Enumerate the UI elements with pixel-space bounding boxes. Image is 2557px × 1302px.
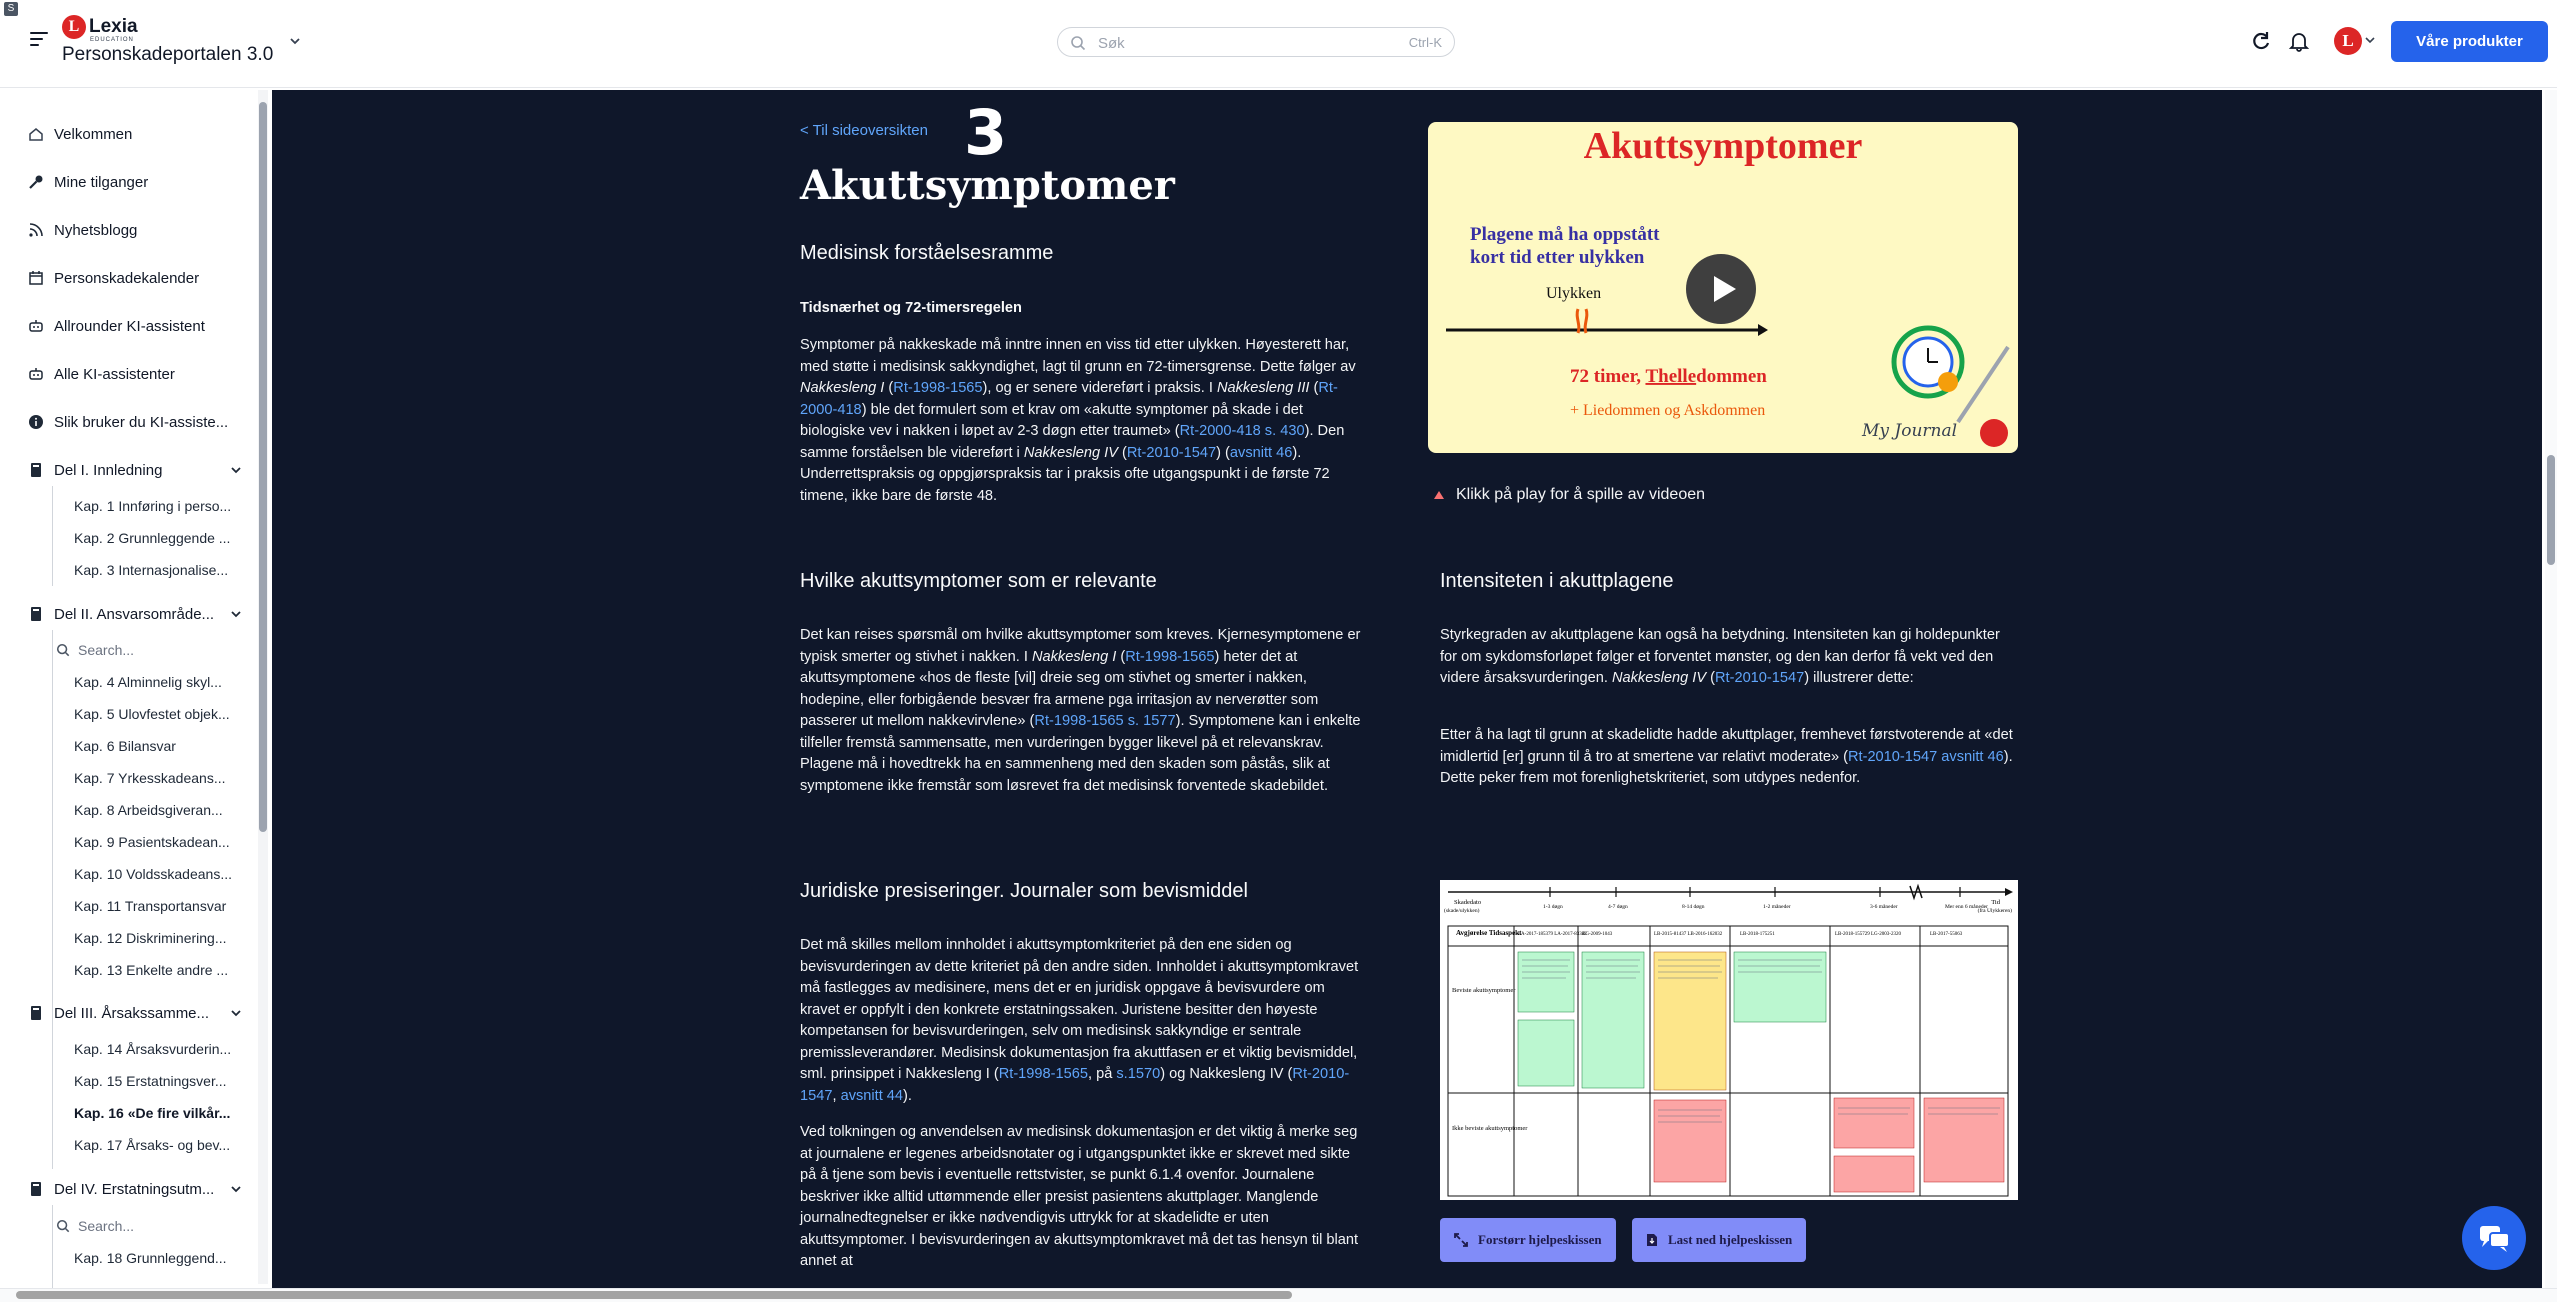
journal-label: My Journal xyxy=(1862,421,1958,441)
paragraph: Symptomer på nakkeskade må inntre innen en viss tid etter ulykken. Høyesterett har, med støtte i medisinsk sakkyndighet, lagt til grunn en 72-timersgrense. Dette følger av Nakkesleng I (Rt-1998-1565), og er senere videreført i praksis. I Nakkesleng III (Rt-2000-418) ble det formulert som et krav om «akutte symptomer på skade i det biologiske vev i nakken i løpet av 2-3 døgn etter traumet» (Rt-2000-418 s. 430). Den samme forståelsen ble videreført i Nakkesleng IV (Rt-2010-1547) (avsnitt 46). Underrettspraksis og oppgjørspraksis tar i praksis ofte utgangspunkt i de første 72 timene, ikke bare de første 48. xyxy=(800,337,1356,504)
svg-text:LB-2018-175251: LB-2018-175251 xyxy=(1740,932,1775,937)
chapter-number: 3 xyxy=(964,96,1008,169)
svg-text:Avgjørelse Tidsaspekt: Avgjørelse Tidsaspekt xyxy=(1456,929,1522,937)
sidebar-subitem[interactable]: Kap. 7 Yrkesskadeans... xyxy=(74,770,226,786)
search-shortcut: Ctrl-K xyxy=(1408,35,1442,50)
robot-icon xyxy=(28,366,44,382)
logo-text: Lexia xyxy=(89,16,138,37)
case-link[interactable]: Rt-1998-1565 xyxy=(893,380,983,396)
case-link[interactable]: Rt-2000-418 s. 430 xyxy=(1179,423,1305,439)
download-sketch-button[interactable] xyxy=(1632,1218,1806,1262)
svg-text:3-6 måneder: 3-6 måneder xyxy=(1870,904,1898,910)
section-heading: Medisinsk forståelsesramme xyxy=(800,242,1054,264)
sidebar-item-label: Allrounder KI-assistent xyxy=(54,317,205,335)
sidebar-item-mine-tilganger[interactable] xyxy=(28,169,243,195)
sidebar-item-label: Nyhetsblogg xyxy=(54,221,138,239)
refresh-icon[interactable] xyxy=(2250,30,2272,52)
svg-text:(skade/ulykken): (skade/ulykken) xyxy=(1444,908,1480,914)
bell-icon[interactable] xyxy=(2288,30,2310,52)
svg-text:LB-2017-55063: LB-2017-55063 xyxy=(1930,932,1963,937)
sidebar-group-label: Del III. Årsakssamme... xyxy=(54,1004,210,1022)
main-scrollbar-thumb[interactable] xyxy=(2547,455,2555,565)
video-rule-text: 72 timer, Thelledommen xyxy=(1570,366,1767,387)
sidebar-search[interactable] xyxy=(56,1214,242,1238)
chevron-down-icon[interactable] xyxy=(229,463,243,477)
sidebar-search-input[interactable] xyxy=(78,642,228,658)
button-label: Last ned hjelpeskissen xyxy=(1668,1232,1793,1247)
paragraph: Ved tolkningen og anvendelsen av medisinsk dokumentasjon er det viktig å merke seg at journalene er legenes arbeidsnotater og i utgangspunktet ikke er skrevet med sikte på å tjene som bevis i eventuelle rettstvister, se punkt 6.1.4 ovenfor. Journalene beskriver ikke alltid uttømmende eller presist pasientens akuttplager. Manglende journalnedtegnelser er ikke nødvendigvis uttrykk for at skadelidte er uten akuttsymptomer. I bevisvurderingen av akuttsymptomkravet må det tas hensyn til blant annet at xyxy=(800,1124,1359,1269)
video-title: Akuttsymptomer xyxy=(1583,125,1863,167)
sidebar-subitem[interactable]: Kap. 13 Enkelte andre ... xyxy=(74,962,229,978)
video-caption-text: Klikk på play for å spille av videoen xyxy=(1456,486,1706,503)
sidebar-group-label: Del IV. Erstatningsutm... xyxy=(54,1180,215,1198)
sidebar-group-del-4[interactable] xyxy=(28,1176,243,1202)
page-title: Akuttsymptomer xyxy=(800,162,1175,209)
robot-icon xyxy=(28,318,44,334)
tree-guide-line xyxy=(52,630,53,1040)
svg-text:Skadedato: Skadedato xyxy=(1454,899,1482,906)
paragraph: Etter å ha lagt til grunn at skadelidte hadde akuttplager, fremhevet førstvoterende at «det imidlertid [er] grunn til å tro at smertene var relativt moderate» (Rt-2010-1547 avsnitt 46). Dette peker frem mot forenlighetskriteriet, som utdypes nedenfor. xyxy=(1440,727,2013,786)
video-text: + Liedommen og Askdommen xyxy=(1570,402,1766,419)
chevron-down-icon[interactable] xyxy=(229,607,243,621)
video-text: Plagene må ha oppstått xyxy=(1470,224,1660,245)
svg-text:LB-2015-81437 LB-2016-162032: LB-2015-81437 LB-2016-162032 xyxy=(1654,932,1723,937)
svg-text:Ikke beviste akuttsymptomer: Ikke beviste akuttsymptomer xyxy=(1452,1125,1528,1132)
section-heading: Juridiske presiseringer. Journaler som bevismiddel xyxy=(800,880,1248,902)
sidebar-search[interactable] xyxy=(56,638,242,662)
os-badge: S xyxy=(4,2,18,16)
expand-sketch-button[interactable] xyxy=(1440,1218,1616,1262)
tree-guide-line xyxy=(52,1029,53,1169)
arrow-head xyxy=(1758,324,1768,336)
sidebar-subitem[interactable]: Kap. 5 Ulovfestet objek... xyxy=(74,706,230,722)
book-icon xyxy=(28,606,44,622)
sidebar-item-label: Mine tilganger xyxy=(54,173,149,191)
book-icon xyxy=(28,462,44,478)
svg-text:Mer enn 6 måneder: Mer enn 6 måneder xyxy=(1945,904,1988,910)
sidebar-subitem[interactable]: Kap. 2 Grunnleggende ... xyxy=(74,530,231,546)
sidebar-subitem[interactable]: Kap. 12 Diskriminering... xyxy=(74,930,227,946)
video-caption[interactable] xyxy=(1428,486,1705,504)
paragraph: Styrkegraden av akuttplagene kan også ha betydning. Intensiteten kan gi holdepunkter for om sykdomsforløpet følger et forventet mønster, og den kan derfor få vekt ved den videre årsaksvurderingen. Nakkesleng IV (Rt-2010-1547) illustrerer dette: xyxy=(1440,627,2000,686)
subsection-heading: Tidsnærhet og 72-timersregelen xyxy=(800,300,1022,316)
svg-text:LB-2018-155729 LG-2003-2320: LB-2018-155729 LG-2003-2320 xyxy=(1835,932,1901,937)
chevron-down-icon[interactable] xyxy=(229,1006,243,1020)
sidebar-search-input[interactable] xyxy=(78,1218,228,1234)
sidebar-item-nyhetsblogg[interactable] xyxy=(28,217,243,243)
menu-icon[interactable] xyxy=(30,32,48,46)
products-button[interactable]: Våre produkter xyxy=(2391,21,2548,62)
svg-text:(fra Ulykkeren): (fra Ulykkeren) xyxy=(1977,908,2012,914)
sidebar-item-alle-ki[interactable] xyxy=(28,361,243,387)
svg-text:4-7 døgn: 4-7 døgn xyxy=(1608,904,1628,910)
main-content xyxy=(272,90,2542,1288)
case-link[interactable]: Rt-1998-1565 xyxy=(998,1066,1088,1082)
back-to-overview-link[interactable]: < Til sideoversikten xyxy=(800,122,928,139)
svg-text:LA-2017-185379 LA-2017-83342: LA-2017-185379 LA-2017-83342 xyxy=(1518,932,1587,937)
case-link[interactable]: avsnitt 44 xyxy=(840,1087,904,1104)
search-icon xyxy=(1070,35,1086,51)
section-heading: Intensiteten i akuttplagene xyxy=(1440,570,1674,592)
sidebar-group-label: Del I. Innledning xyxy=(54,461,163,479)
logo-subtext: EDUCATION xyxy=(90,37,134,43)
sidebar-subitem[interactable]: Kap. 11 Transportansvar xyxy=(74,898,227,914)
sidebar-group-label: Del II. Ansvarsområde... xyxy=(54,605,215,623)
svg-text:Beviste akuttsymptomer: Beviste akuttsymptomer xyxy=(1452,987,1516,994)
video-text: kort tid etter ulykken xyxy=(1470,247,1645,268)
section-heading: Hvilke akuttsymptomer som er relevante xyxy=(800,570,1157,592)
expand-icon xyxy=(1454,1233,1468,1247)
chat-button[interactable] xyxy=(2462,1206,2526,1270)
info-icon xyxy=(28,414,44,430)
svg-text:1-3 døgn: 1-3 døgn xyxy=(1543,904,1563,910)
case-link[interactable]: Rt-1998-1565 s. 1577 xyxy=(1034,713,1176,729)
chevron-down-icon[interactable] xyxy=(229,1182,243,1196)
svg-text:1-2 måneder: 1-2 måneder xyxy=(1763,904,1791,910)
key-icon xyxy=(28,174,44,190)
play-icon xyxy=(1686,254,1756,324)
sidebar-subitem[interactable]: Kap. 8 Arbeidsgiveran... xyxy=(74,802,223,818)
top-bar xyxy=(0,0,2557,88)
avatar[interactable]: L xyxy=(2334,27,2362,55)
search-input[interactable] xyxy=(1098,33,1348,53)
gear-icon xyxy=(1938,372,1958,392)
lexia-logo-icon xyxy=(1980,419,2008,447)
sidebar-subitem[interactable]: Kap. 1 Innføring i perso... xyxy=(74,498,232,514)
file-download-icon xyxy=(1646,1233,1658,1247)
sidebar-item-label: Alle KI-assistenter xyxy=(54,365,175,383)
button-label: Forstørr hjelpeskissen xyxy=(1478,1232,1602,1247)
book-icon xyxy=(28,1181,44,1197)
sidebar-subitem[interactable]: Kap. 14 Årsaksvurderin... xyxy=(74,1041,232,1057)
case-link[interactable]: Rt-2000-418 xyxy=(800,380,1338,418)
svg-text:RG-2009-1043: RG-2009-1043 xyxy=(1582,932,1613,937)
sidebar-subitem[interactable]: Kap. 10 Voldsskadeans... xyxy=(74,866,232,882)
tree-guide-line xyxy=(52,486,53,586)
case-link[interactable]: avsnitt 46 xyxy=(1229,444,1293,461)
chat-icon xyxy=(2462,1206,2526,1270)
video-text: Ulykken xyxy=(1546,285,1602,302)
svg-text:8-14 døgn: 8-14 døgn xyxy=(1682,904,1705,910)
horizontal-scrollbar-thumb[interactable] xyxy=(16,1291,1292,1299)
case-link[interactable]: Rt-2010-1547 xyxy=(1126,444,1217,461)
play-button[interactable] xyxy=(1686,254,1756,324)
main-scrollbar[interactable] xyxy=(2545,90,2557,1288)
chevron-down-icon[interactable] xyxy=(288,34,302,48)
sidebar-subitem[interactable]: Kap. 17 Årsaks- og bev... xyxy=(74,1137,231,1153)
calendar-icon xyxy=(28,270,44,286)
sidebar-item-label: Personskadekalender xyxy=(54,269,200,287)
book-icon xyxy=(28,1005,44,1021)
sidebar-subitem[interactable]: Kap. 4 Alminnelig skyl... xyxy=(74,674,222,690)
sketch-figure xyxy=(1440,880,2018,1200)
sidebar-group-del-3[interactable] xyxy=(28,1000,243,1026)
sidebar-item-label: Slik bruker du KI-assiste... xyxy=(54,413,229,431)
chevron-down-icon[interactable] xyxy=(2364,34,2376,46)
home-icon xyxy=(28,126,44,142)
sidebar-subitem[interactable]: Kap. 15 Erstatningsver... xyxy=(74,1073,227,1089)
search-icon xyxy=(56,643,70,657)
case-link[interactable]: Rt-1998-1565 xyxy=(1125,648,1215,665)
tree-guide-line xyxy=(52,1205,53,1288)
rss-icon xyxy=(28,222,44,238)
case-link[interactable]: Rt-2010-1547 xyxy=(800,1066,1350,1104)
case-link[interactable]: Rt-2010-1547 xyxy=(1715,670,1805,686)
sidebar-subitem[interactable]: Kap. 6 Bilansvar xyxy=(74,738,176,754)
case-link[interactable]: Rt-2010-1547 avsnitt 46 xyxy=(1847,748,2004,765)
paragraph: Det kan reises spørsmål om hvilke akuttsymptomer som kreves. Kjernesymptomene er typisk smerter og stivhet i nakken. I Nakkesleng I (Rt-1998-1565) heter det at akuttsymptomene «hos de fleste [vil] dreie seg om stivhet og smerter i nakken, hodepine, eller forbigående besvær fra armene pga irritasjon av nerverøtter som passerer ut mellom nakkevirvlene» (Rt-1998-1565 s. 1577). Symptomene kan i enkelte tilfeller fremstå sammensatte, men vurderingen bygger likevel på et relevanskrav. Plagene må i hovedtrekk ha en sammenheng med den skaden som påstås, slik at symptomene ikke fremstår som løsrevet fra det medisinsk forventede skadebildet. xyxy=(800,627,1361,794)
sidebar-item-velkommen[interactable] xyxy=(28,121,243,147)
sidebar-item-label: Velkommen xyxy=(54,125,133,143)
search-icon xyxy=(56,1219,70,1233)
case-link[interactable]: s.1570 xyxy=(1116,1066,1161,1082)
sidebar-group-del-2[interactable] xyxy=(28,601,243,627)
sidebar-subitem[interactable]: Kap. 3 Internasjonalise... xyxy=(74,562,229,578)
sidebar-item-personskadekalender[interactable] xyxy=(28,265,243,291)
triangle-icon xyxy=(1434,491,1444,499)
sidebar-item-allrounder-ki[interactable] xyxy=(28,313,243,339)
paragraph: Det må skilles mellom innholdet i akuttsymptomkriteriet på den ene siden og bevisvurderingen av dette kriteriet på den andre siden. Innholdet i akuttsymptomkravet må fastlegges av medisinere, mens det er en juridisk oppgave å bevisvurdere om kravet er oppfylt i den konkrete erstatningssaken. Juristene besitter den høyeste kompetansen for bevisvurderingen, selv om medisinsk sakkyndige er sentrale premissleverandører. Medisinsk dokumentasjon fra akuttfasen er et viktig bevismiddel, sml. prinsippet i Nakkesleng I (Rt-1998-1565, på s.1570) og Nakkesleng IV (Rt-2010-1547, avsnitt 44). xyxy=(800,937,1359,1104)
logo-mark: L xyxy=(62,15,86,39)
help-sketch-image[interactable] xyxy=(1440,880,2018,1200)
search-box[interactable] xyxy=(1057,27,1455,57)
sidebar-scrollbar-thumb[interactable] xyxy=(259,102,267,832)
pen-icon xyxy=(1958,347,2008,422)
sidebar-item-slik-bruker[interactable] xyxy=(28,409,243,435)
sidebar-subitem[interactable]: Kap. 9 Pasientskadean... xyxy=(74,834,230,850)
app-title[interactable]: Personskadeportalen 3.0 xyxy=(62,44,274,65)
svg-text:Tid: Tid xyxy=(1991,899,2000,906)
sidebar-subitem[interactable]: Kap. 18 Grunnleggend... xyxy=(74,1250,227,1266)
sidebar-group-del-1[interactable] xyxy=(28,457,243,483)
sidebar-subitem-active[interactable]: Kap. 16 «De fire vilkår... xyxy=(74,1105,231,1121)
sidebar xyxy=(0,88,272,1288)
